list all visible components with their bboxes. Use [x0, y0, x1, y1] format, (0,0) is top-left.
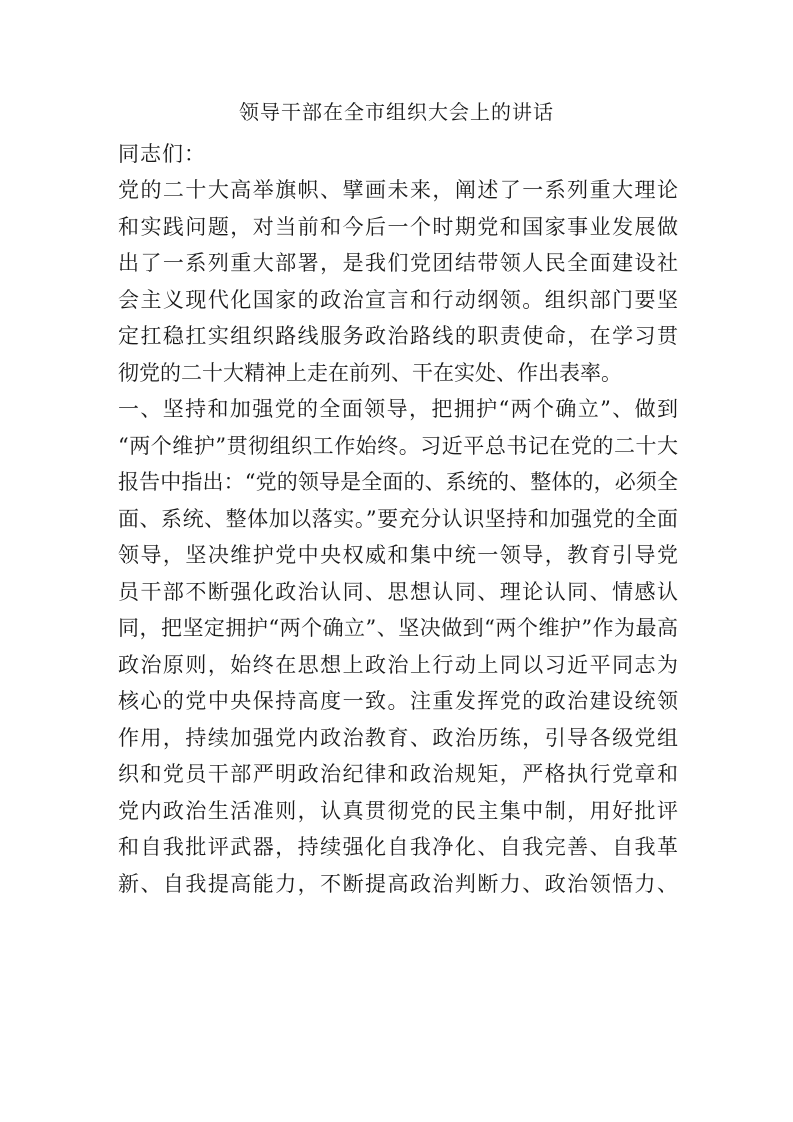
body-line: 报告中指出：“党的领导是全面的、系统的、整体的，必须全 — [118, 470, 678, 494]
body-line: 彻党的二十大精神上走在前列、干在实处、作出表率。 — [118, 360, 622, 385]
body-line: 核心的党中央保持高度一致。注重发挥党的政治建设统领 — [118, 689, 678, 713]
body-line: 作用，持续加强党内政治教育、政治历练，引导各级党组 — [118, 725, 678, 750]
body-line: 党内政治生活准则，认真贯彻党的民主集中制，用好批评 — [118, 798, 678, 823]
body-line: 定扛稳扛实组织路线服务政治路线的职责使命，在学习贯 — [118, 324, 678, 348]
body-text — [118, 172, 678, 902]
salutation: 同志们： — [118, 142, 206, 166]
document-title: 领导干部在全市组织大会上的讲话 — [239, 100, 554, 124]
body-line: 和实践问题，对当前和今后一个时期党和国家事业发展做 — [118, 214, 678, 239]
body-line: 政治原则，始终在思想上政治上行动上同以习近平同志为 — [118, 652, 678, 677]
body-line: 出了一系列重大部署，是我们党团结带领人民全面建设社 — [118, 251, 678, 275]
body-line: 同，把坚定拥护“两个确立”、坚决做到“两个维护”作为最高 — [118, 616, 678, 640]
body-line: 员干部不断强化政治认同、思想认同、理论认同、情感认 — [118, 579, 678, 604]
body-line: 新、自我提高能力，不断提高政治判断力、政治领悟力、 — [118, 871, 678, 896]
body-line: 织和党员干部严明政治纪律和政治规矩，严格执行党章和 — [118, 762, 678, 786]
body-line: 领导，坚决维护党中央权威和集中统一领导，教育引导党 — [118, 543, 678, 567]
body-line: 一、坚持和加强党的全面领导，把拥护“两个确立”、做到 — [118, 397, 678, 421]
body-line: “两个维护”贯彻组织工作始终。习近平总书记在党的二十大 — [118, 433, 678, 458]
body-line: 党的二十大高举旗帜、擘画未来，阐述了一系列重大理论 — [118, 178, 678, 202]
body-line: 面、系统、整体加以落实。”要充分认识坚持和加强党的全面 — [118, 506, 678, 531]
body-line: 会主义现代化国家的政治宣言和行动纲领。组织部门要坚 — [118, 287, 678, 312]
body-line: 和自我批评武器，持续强化自我净化、自我完善、自我革 — [118, 835, 678, 859]
